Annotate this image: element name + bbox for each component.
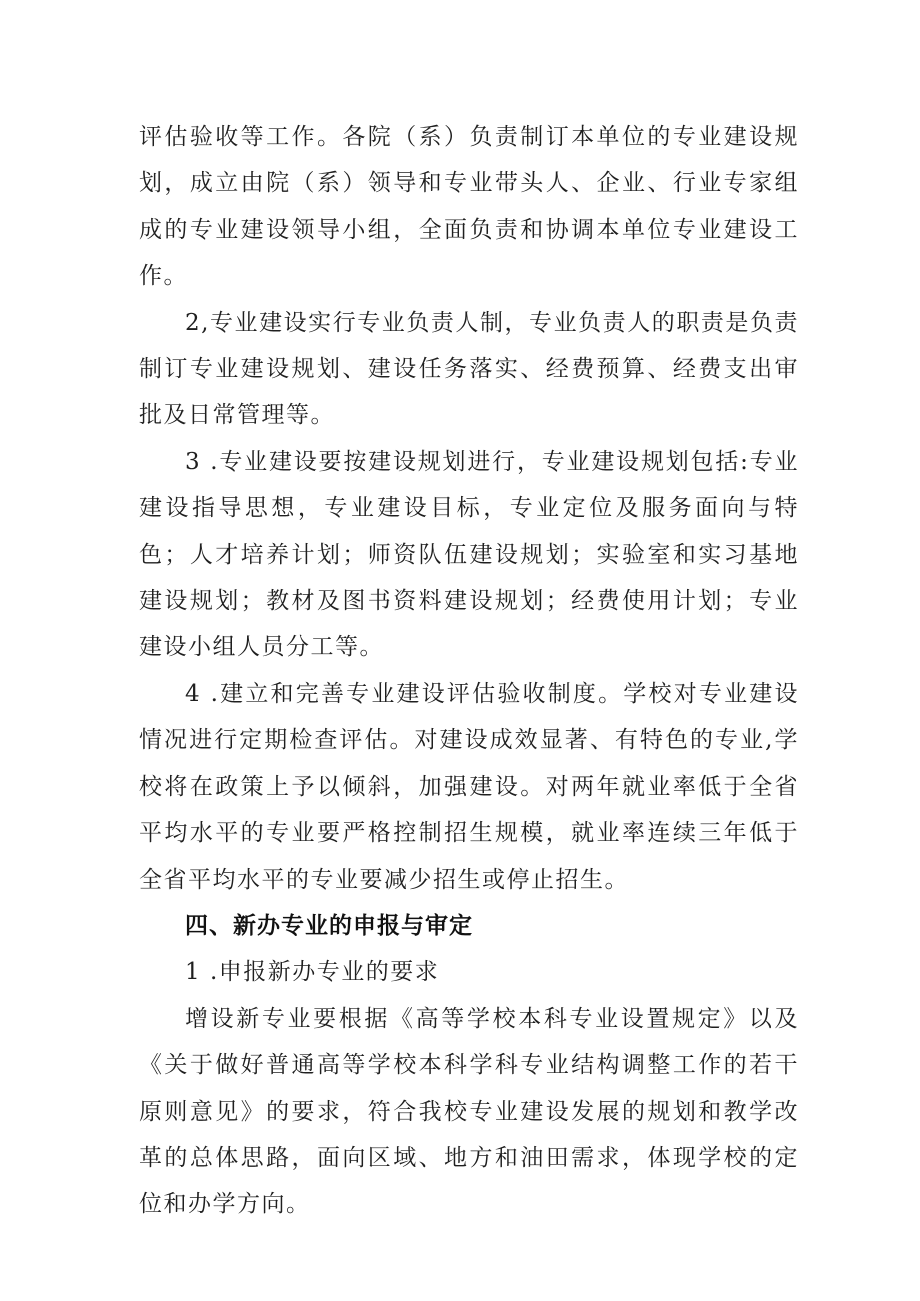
paragraph-requirements: 增设新专业要根据《高等学校本科专业设置规定》以及《关于做好普通高等学校本科学科专业结构调整工作的若干原则意见》的要求，符合我校专业建设发展的规划和教学改革的总体思路，面向区域、地方和油田需求，体现学校的定位和办学方向。 <box>139 1005 799 1218</box>
paragraph-item-4: 4 .建立和完善专业建设评估验收制度。学校对专业建设情况进行定期检查评估。对建设成效显著、有特色的专业,学校将在政策上予以倾斜，加强建设。对两年就业率低于全省平均水平的专业要严格控制招生规模，就业率连续三年低于全省平均水平的专业要减少招生或停止招生。 <box>139 680 799 893</box>
document-body <box>139 114 799 1228</box>
paragraph-item-2: 2,专业建设实行专业负责人制，专业负责人的职责是负责制订专业建设规划、建设任务落实、经费预算、经费支出审批及日常管理等。 <box>139 309 799 429</box>
subheading: 1 .申报新办专业的要求 <box>185 959 440 986</box>
section-heading: 四、新办专业的申报与审定 <box>185 912 473 939</box>
paragraph-continuation: 评估验收等工作。各院（系）负责制订本单位的专业建设规划，成立由院（系）领导和专业带头人、企业、行业专家组成的专业建设领导小组，全面负责和协调本单位专业建设工作。 <box>139 124 799 290</box>
paragraph-item-3: 3 .专业建设要按建设规划进行，专业建设规划包括:专业建设指导思想，专业建设目标，专业定位及服务面向与特色；人才培养计划；师资队伍建设规划；实验室和实习基地建设规划；教材及图书资料建设规划；经费使用计划；专业建设小组人员分工等。 <box>139 448 799 661</box>
